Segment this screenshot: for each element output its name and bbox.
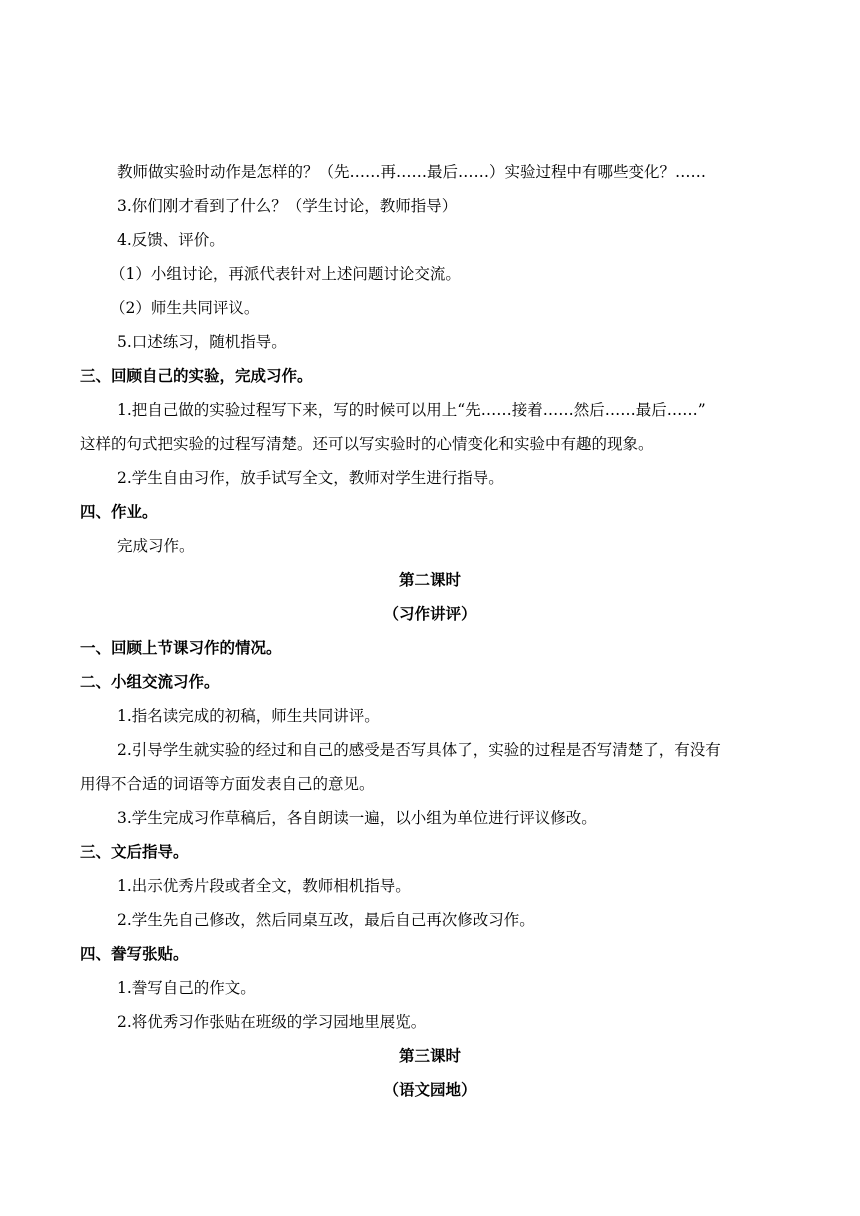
- list-item: 1.指名读完成的初稿，师生共同讲评。: [117, 707, 380, 725]
- list-item: 2.将优秀习作张贴在班级的学习园地里展览。: [117, 1013, 427, 1031]
- section-heading: 三、回顾自己的实验，完成习作。: [80, 367, 313, 385]
- list-item: 1.誊写自己的作文。: [117, 979, 256, 997]
- paragraph-line: 用得不合适的词语等方面发表自己的意见。: [80, 775, 375, 793]
- section-heading: 一、回顾上节课习作的情况。: [80, 639, 282, 657]
- lesson-title: 第二课时: [398, 571, 461, 589]
- lesson-title: 第三课时: [398, 1047, 461, 1065]
- list-item: 3.学生完成习作草稿后，各自朗读一遍，以小组为单位进行评议修改。: [117, 809, 597, 827]
- list-item: 1.把自己做的实验过程写下来，写的时候可以用上“先……接着……然后……最后……”: [117, 401, 706, 419]
- list-item: 1.出示优秀片段或者全文，教师相机指导。: [117, 877, 411, 895]
- list-item: 2.引导学生就实验的经过和自己的感受是否写具体了，实验的过程是否写清楚了，有没有: [117, 741, 721, 759]
- section-heading: 四、誊写张贴。: [80, 945, 189, 963]
- paragraph-line: 这样的句式把实验的过程写清楚。还可以写实验时的心情变化和实验中有趣的现象。: [80, 435, 654, 453]
- list-item: 2.学生先自己修改，然后同桌互改，最后自己再次修改习作。: [117, 911, 535, 929]
- section-heading: 三、文后指导。: [80, 843, 189, 861]
- list-item: 3.你们刚才看到了什么？（学生讨论，教师指导）: [117, 197, 458, 215]
- lesson-subtitle: （语文园地）: [383, 1081, 477, 1099]
- sub-list-item: （2）师生共同评议。: [110, 299, 260, 317]
- list-item: 2.学生自由习作，放手试写全文，教师对学生进行指导。: [117, 469, 504, 487]
- lesson-subtitle: （习作讲评）: [383, 605, 477, 623]
- list-item: 5.口述练习，随机指导。: [117, 333, 287, 351]
- sub-list-item: （1）小组讨论，再派代表针对上述问题讨论交流。: [110, 265, 461, 283]
- section-heading: 二、小组交流习作。: [80, 673, 220, 691]
- paragraph-line: 教师做实验时动作是怎样的？（先……再……最后……）实验过程中有哪些变化？……: [117, 163, 707, 181]
- section-heading: 四、作业。: [80, 503, 158, 521]
- list-item: 4.反馈、评价。: [117, 231, 225, 249]
- paragraph-line: 完成习作。: [117, 537, 195, 555]
